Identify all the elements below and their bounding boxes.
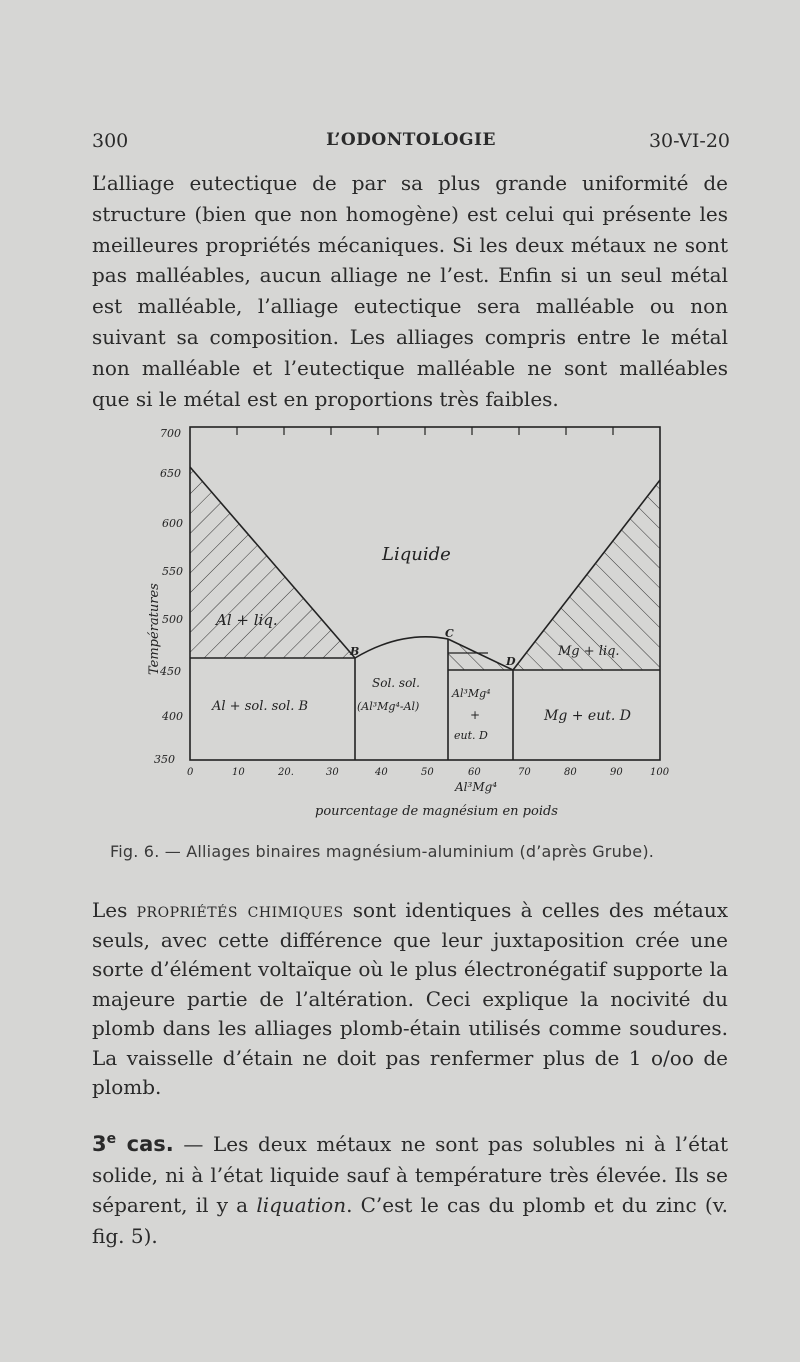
y-tick: 600 (162, 517, 183, 530)
point-d: D (506, 655, 516, 668)
region-sol-sol-formula: (Al³Mg⁴-Al) (357, 700, 420, 713)
y-tick: 500 (162, 613, 183, 626)
x-tick: 50 (421, 767, 434, 778)
x-axis-label: pourcentage de magnésium en poids (315, 804, 558, 819)
point-c: C (445, 627, 454, 640)
paragraph-3 (92, 1124, 728, 1251)
y-tick: 350 (154, 753, 175, 766)
region-al-sol: Al + sol. sol. B (212, 699, 309, 714)
x-tick: 20. (278, 767, 294, 778)
region-liquid: Liquide (382, 544, 451, 565)
journal-title: L’ODONTOLOGIE (326, 130, 496, 150)
case-number: 3 (92, 1132, 107, 1156)
p2-smallcaps: propriétés chimiques (136, 898, 344, 922)
y-tick: 550 (162, 565, 183, 578)
paragraph-2 (92, 896, 728, 1103)
x-tick-labels (187, 767, 670, 778)
phase-diagram-figure (130, 415, 690, 825)
x-tick: 0 (187, 767, 194, 778)
top-ticks (237, 427, 613, 435)
region-mg-eut: Mg + eut. D (544, 708, 631, 724)
liquidus-middle (355, 637, 448, 658)
x-tick: 10 (232, 767, 245, 778)
region-sol-sol: Sol. sol. (372, 676, 420, 690)
y-tick: 700 (160, 427, 181, 440)
case-sup: e (106, 1131, 117, 1147)
p3-text-before: — Les deux métaux ne sont pas solubles ni à l’état solide, ni à l’état liquide sauf à température très élevée. Ils se séparent, il y a (92, 1132, 728, 1217)
y-tick: 400 (162, 710, 183, 723)
y-tick: 450 (160, 665, 181, 678)
p3-text-after: . C’est le cas du plomb et du zinc (v. fig. 5). (92, 1193, 728, 1248)
x-tick: 70 (518, 767, 531, 778)
region-plus: + (470, 708, 481, 722)
y-axis-label: Températures (147, 583, 162, 675)
issue-date: 30-VI-20 (648, 130, 730, 152)
paragraph-1: L’alliage eutectique de par sa plus grande uniformité de structure (bien que non homogène) est celui qui présente les meilleures propriétés mécaniques. Si les deux métaux ne sont pas malléables, aucun alliage ne l’est. Enfin si un seul métal est malléable, l’alliage eutectique sera malléable ou non suivant sa composition. Les alliages compris entre le métal non malléable et l’eutectique malléable ne sont malléables que si le métal est en proportions très faibles. (92, 171, 728, 411)
p2-rest: sont identiques à celles des métaux seuls, avec cette différence que leur juxtaposition crée une sorte d’élément voltaïque où le plus électronégatif supporte la majeure partie de l’altération. Ceci explique la nocivité du plomb dans les alliages plomb-étain utilisés comme soudures. La vaisselle d’étain ne doit pas renfermer plus de 1 o/oo de plomb. (92, 898, 728, 1099)
figure-caption: Fig. 6. — Alliages binaires magnésium-aluminium (d’après Grube). (110, 842, 655, 861)
x-tick: 80 (564, 767, 577, 778)
case-label (92, 1132, 174, 1156)
phase-diagram (130, 415, 690, 825)
point-b: B (350, 645, 360, 658)
region-al-liq: Al + liq. (216, 611, 278, 629)
y-tick: 650 (160, 467, 181, 480)
x-tick: 60 (468, 767, 481, 778)
case-word: cas. (116, 1132, 174, 1156)
x-tick: 30 (326, 767, 339, 778)
page-number: 300 (92, 130, 129, 152)
x-tick: 100 (650, 767, 670, 778)
p3-italic: liquation (256, 1193, 347, 1217)
compound-label: Al³Mg⁴ (455, 780, 498, 794)
region-eut-d: eut. D (454, 729, 488, 742)
page-header (92, 130, 730, 156)
p2-lead: Les (92, 898, 137, 922)
x-tick: 40 (375, 767, 388, 778)
x-tick: 90 (610, 767, 623, 778)
region-mg-liq: Mg + liq. (558, 644, 620, 659)
region-al3mg4: Al³Mg⁴ (452, 687, 491, 700)
